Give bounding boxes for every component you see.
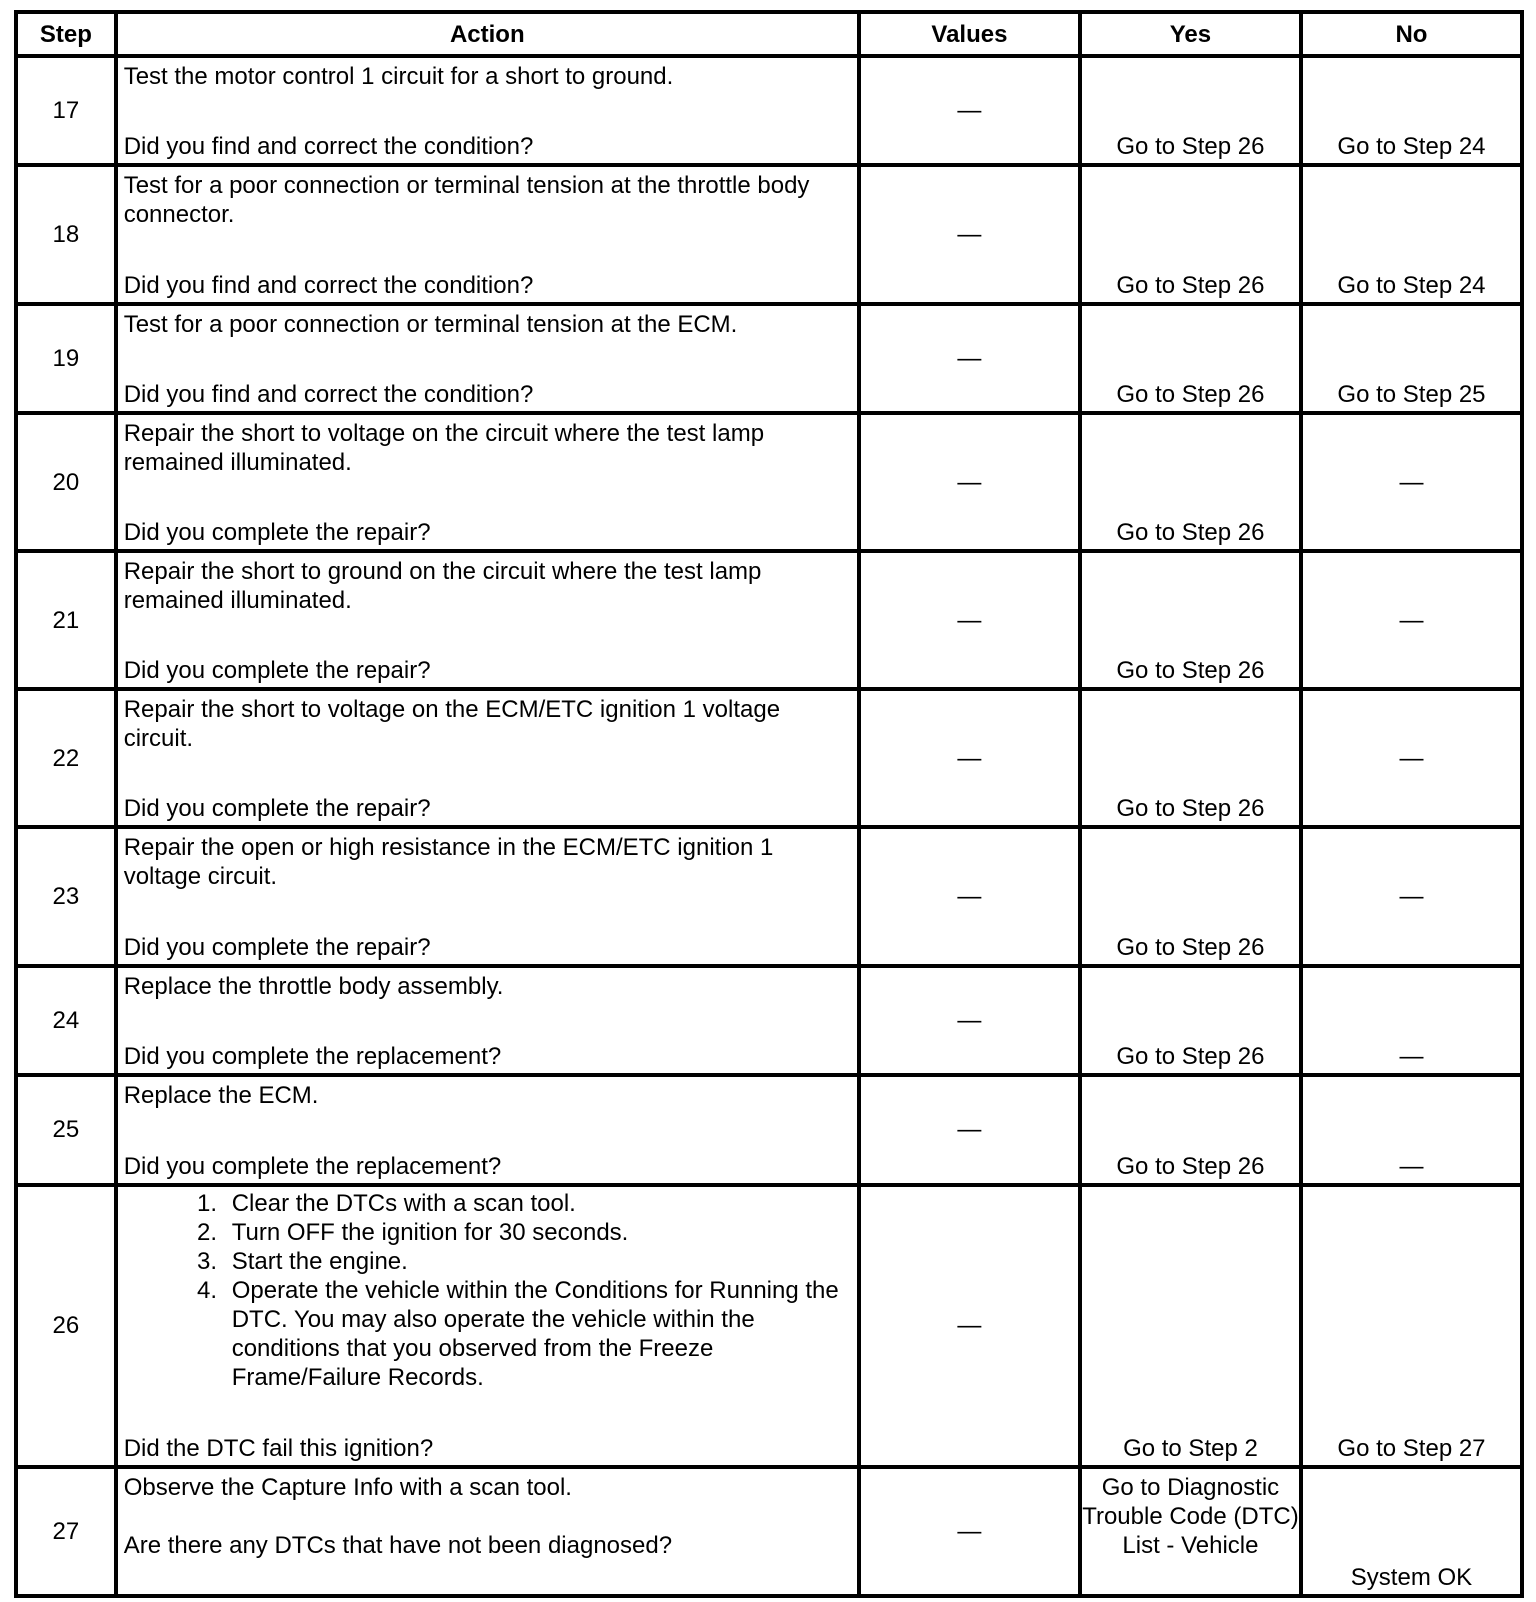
table-row — [16, 56, 1522, 165]
values-cell: — — [859, 551, 1080, 689]
table-row — [16, 966, 1522, 1075]
action-cell — [116, 56, 859, 165]
substep-item: 2. Turn OFF the ignition for 30 seconds. — [224, 1218, 851, 1247]
action-instruction: Observe the Capture Info with a scan tool. — [123, 1473, 572, 1501]
action-cell — [116, 689, 859, 827]
substep-item: 3. Start the engine. — [224, 1247, 851, 1276]
action-cell — [116, 1075, 859, 1184]
step-number: 25 — [16, 1075, 116, 1184]
substep-item: 4. Operate the vehicle within the Conditions for Running the DTC. You may also operate the vehicle within the conditions that you observed from the Freeze Frame/Failure Records. — [224, 1276, 851, 1392]
values-cell: — — [859, 304, 1080, 413]
values-cell: — — [859, 56, 1080, 165]
values-cell: — — [859, 1185, 1080, 1467]
action-instruction: Test for a poor connection or terminal tension at the throttle body connector. — [123, 172, 810, 229]
header-row — [16, 12, 1522, 56]
action-question: Did you find and correct the condition? — [123, 133, 534, 161]
action-question: Did you find and correct the condition? — [123, 381, 534, 409]
substep-item: 1. Clear the DTCs with a scan tool. — [224, 1189, 851, 1218]
table-row — [16, 1075, 1522, 1184]
action-instruction: Repair the short to voltage on the ECM/ETC ignition 1 voltage circuit. — [123, 696, 781, 753]
values-cell: — — [859, 1075, 1080, 1184]
action-question: Did you find and correct the condition? — [123, 271, 534, 299]
values-cell: — — [859, 413, 1080, 551]
action-question: Did you complete the repair? — [123, 795, 431, 823]
action-instruction: Replace the ECM. — [123, 1082, 319, 1110]
action-question: Are there any DTCs that have not been diagnosed? — [123, 1531, 673, 1559]
action-question: Did you complete the repair? — [123, 657, 431, 685]
no-cell: Go to Step 27 — [1301, 1185, 1522, 1467]
substep-list — [124, 1189, 851, 1392]
no-cell: — — [1301, 551, 1522, 689]
header-no: No — [1301, 12, 1522, 56]
action-question: Did you complete the repair? — [123, 519, 431, 547]
action-instruction: Test for a poor connection or terminal tension at the ECM. — [123, 310, 738, 338]
action-instruction: Repair the short to ground on the circuit where the test lamp remained illuminated. — [123, 558, 762, 615]
yes-cell: Go to Step 26 — [1080, 827, 1301, 965]
diagnostic-table — [14, 10, 1524, 1598]
header-action: Action — [116, 12, 859, 56]
action-cell — [116, 966, 859, 1075]
step-number: 22 — [16, 689, 116, 827]
yes-cell: Go to Diagnostic Trouble Code (DTC) List - Vehicle — [1080, 1467, 1301, 1596]
yes-cell: Go to Step 26 — [1080, 689, 1301, 827]
no-cell: Go to Step 24 — [1301, 165, 1522, 303]
action-question: Did you complete the replacement? — [123, 1152, 502, 1180]
no-cell: Go to Step 25 — [1301, 304, 1522, 413]
yes-cell: Go to Step 26 — [1080, 304, 1301, 413]
no-cell: — — [1301, 1075, 1522, 1184]
action-cell — [116, 827, 859, 965]
action-instruction: Replace the throttle body assembly. — [123, 972, 504, 1000]
step-number: 19 — [16, 304, 116, 413]
no-cell: — — [1301, 413, 1522, 551]
table-row — [16, 165, 1522, 303]
step-number: 24 — [16, 966, 116, 1075]
no-cell: — — [1301, 689, 1522, 827]
table-row — [16, 551, 1522, 689]
action-cell — [116, 1185, 859, 1467]
no-cell: Go to Step 24 — [1301, 56, 1522, 165]
action-cell — [116, 413, 859, 551]
table-row — [16, 689, 1522, 827]
yes-cell: Go to Step 26 — [1080, 413, 1301, 551]
yes-cell: Go to Step 26 — [1080, 1075, 1301, 1184]
action-cell — [116, 165, 859, 303]
no-cell: — — [1301, 966, 1522, 1075]
step-number: 17 — [16, 56, 116, 165]
yes-cell: Go to Step 26 — [1080, 966, 1301, 1075]
step-number: 26 — [16, 1185, 116, 1467]
no-cell: System OK — [1301, 1467, 1522, 1596]
values-cell: — — [859, 827, 1080, 965]
values-cell: — — [859, 966, 1080, 1075]
yes-cell: Go to Step 26 — [1080, 56, 1301, 165]
action-question: Did you complete the repair? — [123, 933, 431, 961]
header-step: Step — [16, 12, 116, 56]
step-number: 18 — [16, 165, 116, 303]
no-cell: — — [1301, 827, 1522, 965]
yes-cell: Go to Step 26 — [1080, 165, 1301, 303]
action-question: Did you complete the replacement? — [123, 1043, 502, 1071]
table-row — [16, 1467, 1522, 1596]
step-number: 21 — [16, 551, 116, 689]
yes-cell: Go to Step 26 — [1080, 551, 1301, 689]
step-number: 23 — [16, 827, 116, 965]
action-instruction: Repair the short to voltage on the circuit where the test lamp remained illuminated. — [123, 420, 765, 477]
values-cell: — — [859, 689, 1080, 827]
values-cell: — — [859, 1467, 1080, 1596]
table-row — [16, 1185, 1522, 1467]
action-cell — [116, 551, 859, 689]
action-question: Did the DTC fail this ignition? — [123, 1434, 434, 1462]
action-cell — [116, 1467, 859, 1596]
values-cell: — — [859, 165, 1080, 303]
header-values: Values — [859, 12, 1080, 56]
step-number: 27 — [16, 1467, 116, 1596]
action-instruction: Repair the open or high resistance in the ECM/ETC ignition 1 voltage circuit. — [123, 834, 774, 891]
table-row — [16, 304, 1522, 413]
table-row — [16, 413, 1522, 551]
step-number: 20 — [16, 413, 116, 551]
yes-cell: Go to Step 2 — [1080, 1185, 1301, 1467]
action-instruction: Test the motor control 1 circuit for a short to ground. — [123, 63, 674, 90]
action-cell — [116, 304, 859, 413]
header-yes: Yes — [1080, 12, 1301, 56]
table-row — [16, 827, 1522, 965]
